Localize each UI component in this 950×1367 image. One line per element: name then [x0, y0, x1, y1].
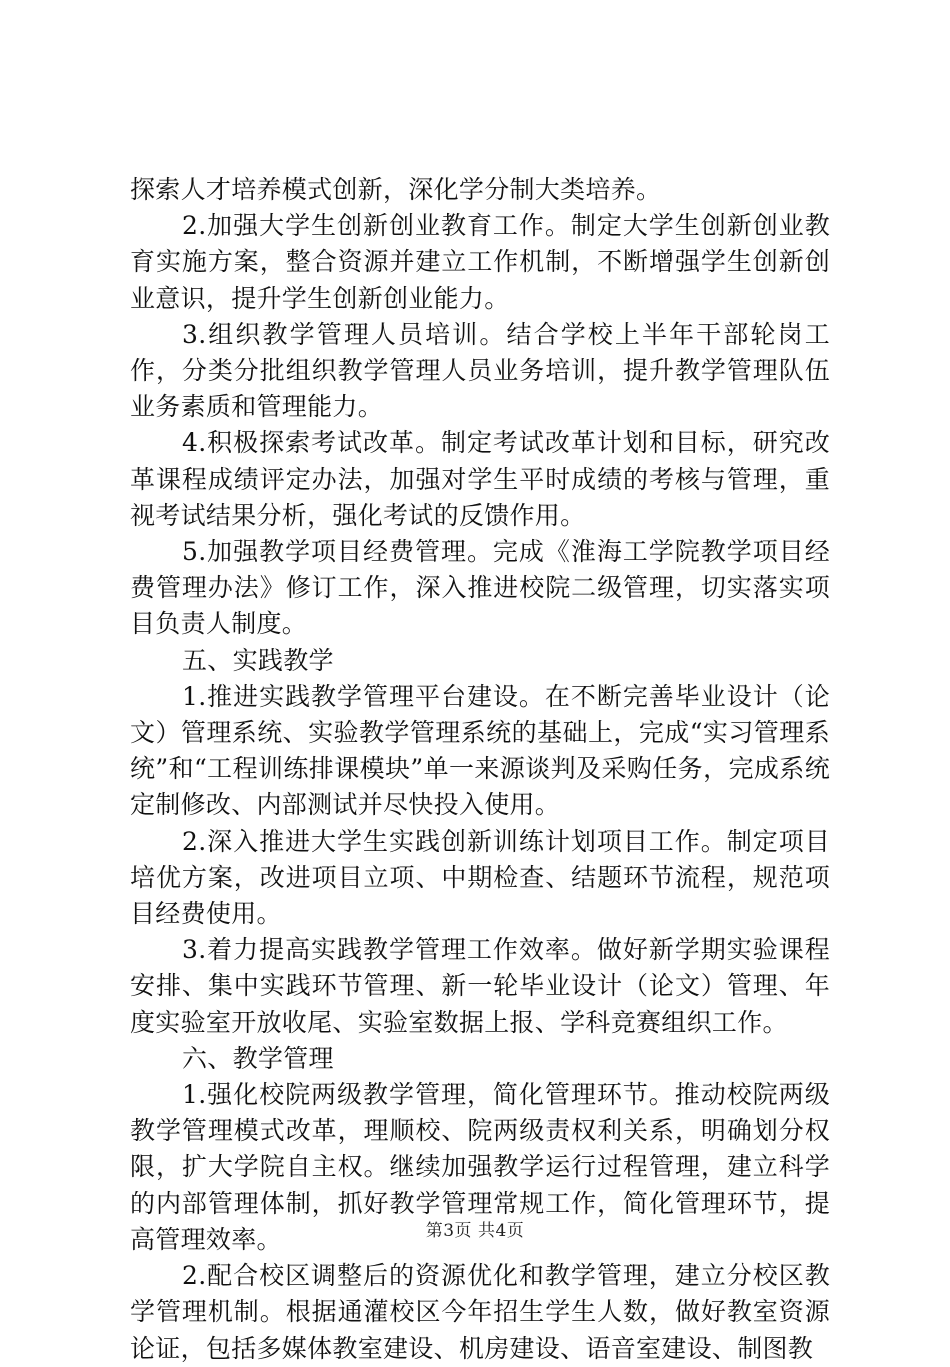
page-footer — [0, 1216, 950, 1241]
paragraph-practice-1-platform: 1.推进实践教学管理平台建设。在不断完善毕业设计（论文）管理系统、实验教学管理系统的基础上，完成“实习管理系统”和“工程训练排课模块”单一来源谈判及采购任务，完成系统定制修改、内部测试并尽快投入使用。 — [130, 681, 830, 820]
paragraph-item-4-exam-reform: 4.积极探索考试改革。制定考试改革计划和目标，研究改革课程成绩评定办法，加强对学生平时成绩的考核与管理，重视考试结果分析，强化考试的反馈作用。 — [130, 428, 830, 530]
section-heading-management: 六、教学管理 — [182, 1043, 334, 1073]
paragraph-continuation: 探索人才培养模式创新，深化学分制大类培养。 — [130, 175, 662, 204]
page-number-label: 第3页 共4页 — [425, 1221, 525, 1241]
paragraph-item-5-funding: 5.加强教学项目经费管理。完成《淮海工学院教学项目经费管理办法》修订工作，深入推进校院二级管理，切实落实项目负责人制度。 — [130, 537, 830, 639]
paragraph-item-2-innovation: 2.加强大学生创新创业教育工作。制定大学生创新创业教育实施方案，整合资源并建立工作机制，不断增强学生创新创业意识，提升学生创新创业能力。 — [130, 211, 830, 313]
paragraph-practice-3-efficiency: 3.着力提高实践教学管理工作效率。做好新学期实验课程安排、集中实践环节管理、新一轮毕业设计（论文）管理、年度实验室开放收尾、实验室数据上报、学科竞赛组织工作。 — [130, 935, 830, 1037]
paragraph-management-1-two-level: 1.强化校院两级教学管理，简化管理环节。推动校院两级教学管理模式改革，理顺校、院两级责权利关系，明确划分权限，扩大学院自主权。继续加强教学运行过程管理，建立科学的内部管理体制，抓好教学管理常规工作，简化管理环节，提高管理效率。 — [130, 1080, 830, 1254]
paragraph-management-2-campus: 2.配合校区调整后的资源优化和教学管理，建立分校区教学管理机制。根据通灌校区今年招生学生人数，做好教室资源论证，包括多媒体教室建设、机房建设、语音室建设、制图教 — [130, 1261, 830, 1363]
paragraph-practice-2-training-plan: 2.深入推进大学生实践创新训练计划项目工作。制定项目培优方案，改进项目立项、中期检查、结题环节流程，规范项目经费使用。 — [130, 826, 830, 929]
paragraph-item-3-training: 3.组织教学管理人员培训。结合学校上半年干部轮岗工作，分类分批组织教学管理人员业务培训，提升教学管理队伍业务素质和管理能力。 — [130, 319, 830, 422]
document-body — [130, 172, 830, 1367]
section-heading-practice: 五、实践教学 — [182, 645, 334, 675]
